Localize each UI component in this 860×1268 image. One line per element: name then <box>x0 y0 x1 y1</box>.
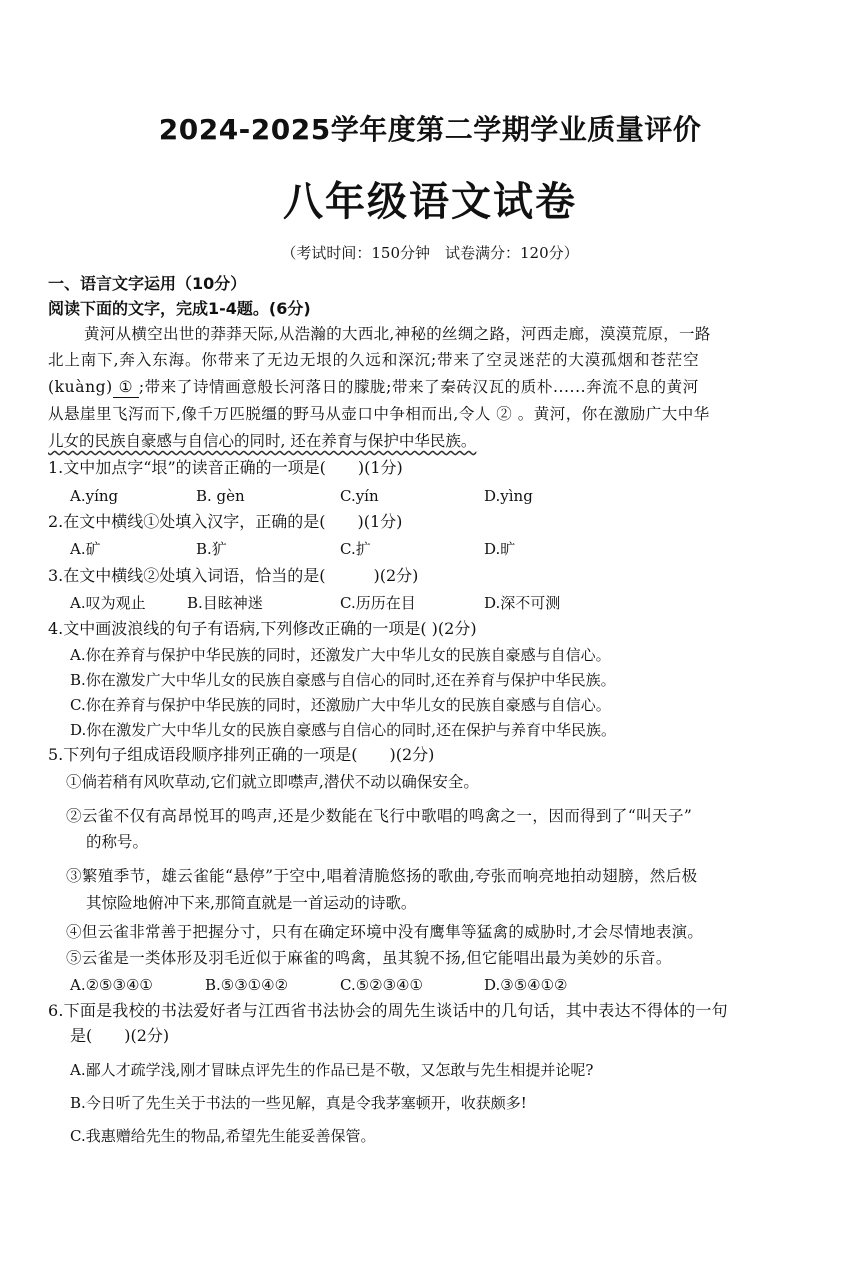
question-6-stem-cont: 是( )(2分) <box>70 1026 170 1045</box>
q5-sentence-3-cont: 其惊险地俯冲下来,那简直就是一首运动的诗歌。 <box>86 894 417 912</box>
blank-1: ① <box>113 377 139 398</box>
q4-option-d: D.你在激发广大中华儿女的民族自豪感与自信心的同时,还在保护与养育中华民族。 <box>70 721 617 739</box>
passage-line-4: 从悬崖里飞泻而下,像千万匹脱缰的野马从壶口中争相而出,令人 ② 。黄河，你在激励广大中华 <box>48 405 710 423</box>
passage-line-3 <box>48 377 699 398</box>
passage-line-2: 北上南下,奔入东海。你带来了无边无垠的久远和深沉;带来了空灵迷茫的大漠孤烟和苍茫空 <box>48 351 700 369</box>
q4-option-a: A.你在养育与保护中华民族的同时，还激发广大中华儿女的民族自豪感与自信心。 <box>70 646 611 664</box>
question-6-stem: 6.下面是我校的书法爱好者与江西省书法协会的周先生谈话中的几句话，其中表达不得体的一句 <box>48 1001 728 1020</box>
exam-title-term: 2024-2025学年度第二学期学业质量评价 <box>158 113 702 146</box>
question-1-stem: 1.文中加点字“垠”的读音正确的一项是( )(1分) <box>48 458 403 477</box>
question-5-stem: 5.下列句子组成语段顺序排列正确的一项是( )(2分) <box>48 745 435 764</box>
q1-option-b: B. gèn <box>196 487 245 505</box>
pinyin-annotation: (kuàng) <box>48 378 113 396</box>
q6-option-b: B.今日听了先生关于书法的一些见解，真是令我茅塞顿开，收获颇多! <box>70 1094 527 1112</box>
q6-option-a: A.鄙人才疏学浅,刚才冒昧点评先生的作品已是不敬，又怎敢与先生相提并论呢? <box>70 1061 594 1079</box>
q5-option-c: C.⑤②③④① <box>340 976 423 994</box>
q5-sentence-2: ②云雀不仅有高昂悦耳的鸣声,还是少数能在飞行中歌唱的鸣禽之一，因而得到了“叫天子” <box>66 807 693 825</box>
q1-option-c: C.yín <box>340 487 379 505</box>
q2-option-b: B.犷 <box>196 540 227 558</box>
q5-sentence-3: ③繁殖季节，雄云雀能“悬停”于空中,唱着清脆悠扬的歌曲,夸张而响亮地拍动翅膀，然后极 <box>66 867 698 885</box>
q4-option-c: C.你在养育与保护中华民族的同时，还激励广大中华儿女的民族自豪感与自信心。 <box>70 696 611 714</box>
passage-line-1: 黄河从横空出世的莽莽天际,从浩瀚的大西北,神秘的丝绸之路，河西走廊，漠漠荒原，一路 <box>84 325 711 343</box>
q2-option-c: C.扩 <box>340 540 371 558</box>
q3-option-b: B.目眩神迷 <box>187 594 263 612</box>
exam-title-subject: 八年级语文试卷 <box>283 179 577 225</box>
exam-info: （考试时间：150分钟 试卷满分：120分） <box>281 244 579 262</box>
question-4-stem: 4.文中画波浪线的句子有语病,下列修改正确的一项是( )(2分) <box>48 619 477 638</box>
q3-option-d: D.深不可测 <box>484 594 561 612</box>
section-heading: 一、语言文字运用（10分） <box>48 274 247 293</box>
q3-option-c: C.历历在目 <box>340 594 416 612</box>
q2-option-a: A.矿 <box>70 540 101 558</box>
q5-sentence-5: ⑤云雀是一类体形及羽毛近似于麻雀的鸣禽，虽其貌不扬,但它能唱出最为美妙的乐音。 <box>66 949 672 967</box>
q6-option-c: C.我惠赠给先生的物品,希望先生能妥善保管。 <box>70 1127 376 1145</box>
wavy-sentence: 儿女的民族自豪感与自信心的同时, 还在养育与保护中华民族。 <box>48 432 477 450</box>
question-3-stem: 3.在文中横线②处填入词语，恰当的是( )(2分) <box>48 566 419 585</box>
q5-sentence-4: ④但云雀非常善于把握分寸，只有在确定环境中没有鹰隼等猛禽的威胁时,才会尽情地表演。 <box>66 923 704 941</box>
question-2-stem: 2.在文中横线①处填入汉字，正确的是( )(1分) <box>48 512 403 531</box>
q3-option-a: A.叹为观止 <box>70 594 146 612</box>
q1-option-d: D.yìng <box>484 487 533 505</box>
q5-option-b: B.⑤③①④② <box>205 976 289 994</box>
q1-option-a: A.yíng <box>70 487 119 505</box>
reading-instruction: 阅读下面的文字，完成1-4题。(6分) <box>48 299 311 318</box>
q5-sentence-2-cont: 的称号。 <box>86 833 149 851</box>
q4-option-b: B.你在激发广大中华儿女的民族自豪感与自信心的同时,还在养育与保护中华民族。 <box>70 671 616 689</box>
passage-line-5 <box>48 431 476 451</box>
passage-line-3-rest: ;带来了诗情画意般长河落日的朦胧;带来了秦砖汉瓦的质朴......奔流不息的黄河 <box>138 378 699 396</box>
q2-option-d: D.旷 <box>484 540 516 558</box>
q5-sentence-1: ①倘若稍有风吹草动,它们就立即噤声,潜伏不动以确保安全。 <box>66 773 479 791</box>
q5-option-d: D.③⑤④①② <box>484 976 568 994</box>
q5-option-a: A.②⑤③④① <box>70 976 153 994</box>
